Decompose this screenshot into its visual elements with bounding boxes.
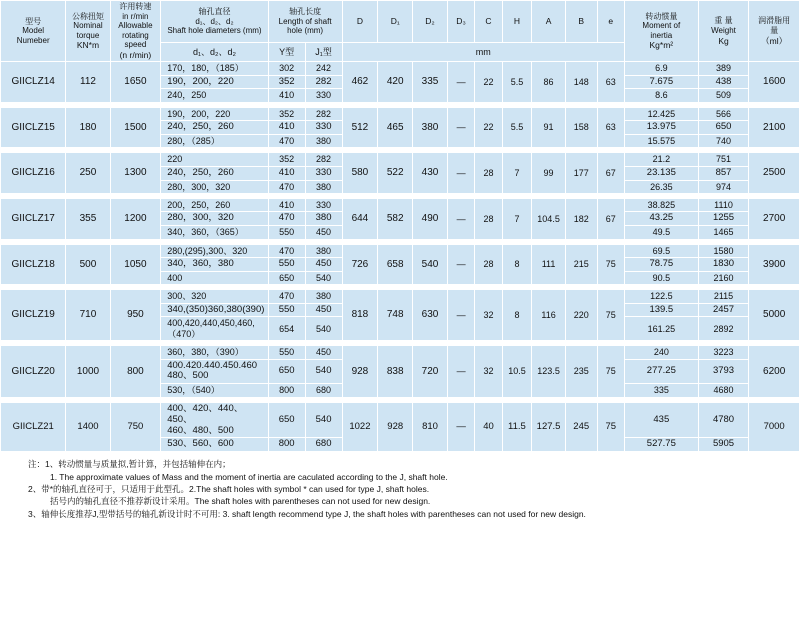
cell-D1: 522 — [378, 153, 413, 194]
cell-shaft-length-y: 410 — [268, 89, 305, 102]
cell-grease-volume: 7000 — [749, 402, 800, 452]
cell-shaft-length-j1: 282 — [305, 153, 342, 166]
cell-D1: 748 — [378, 290, 413, 341]
cell-model: GIICLZ21 — [1, 402, 66, 452]
cell-D2: 380 — [413, 107, 448, 148]
subheader-d-symbols: d₁、d₂、d₂ — [161, 43, 269, 62]
cell-shaft-length-y: 410 — [268, 121, 305, 135]
cell-weight: 389 — [698, 62, 749, 75]
cell-D: 818 — [342, 290, 378, 341]
cell-grease-volume: 2500 — [749, 153, 800, 194]
cell-D2: 810 — [413, 402, 448, 452]
header-H: H — [502, 1, 532, 43]
cell-D1: 582 — [378, 198, 413, 239]
cell-e: 63 — [597, 62, 624, 103]
cell-D1: 420 — [378, 62, 413, 103]
header-model: 型号 Model Numeber — [1, 1, 66, 62]
table-row — [1, 244, 800, 257]
cell-shaft-length-j1: 330 — [305, 166, 342, 180]
cell-D2: 540 — [413, 244, 448, 285]
cell-allowable-speed: 1050 — [110, 244, 161, 285]
header-moment-of-inertia: 转动惯量 Moment of inertia Kg*m² — [624, 1, 698, 62]
cell-D: 462 — [342, 62, 378, 103]
cell-weight: 1580 — [698, 244, 749, 257]
cell-shaft-diameter: 240，250，260 — [161, 121, 269, 135]
cell-C: 28 — [475, 198, 502, 239]
cell-shaft-length-y: 470 — [268, 290, 305, 303]
header-D3: D₃ — [447, 1, 474, 43]
cell-shaft-length-j1: 242 — [305, 62, 342, 75]
cell-shaft-length-j1: 540 — [305, 402, 342, 438]
cell-H: 10.5 — [502, 346, 532, 398]
cell-e: 63 — [597, 107, 624, 148]
cell-moment-of-inertia: 43.25 — [624, 212, 698, 226]
cell-shaft-length-j1: 380 — [305, 290, 342, 303]
cell-moment-of-inertia: 122.5 — [624, 290, 698, 303]
cell-nominal-torque: 355 — [66, 198, 110, 239]
cell-A: 99 — [532, 153, 566, 194]
header-shaft-length: 轴孔长度 Length of shaft hole (mm) — [268, 1, 342, 43]
cell-moment-of-inertia: 435 — [624, 402, 698, 438]
cell-shaft-length-j1: 540 — [305, 317, 342, 341]
cell-B: 177 — [565, 153, 597, 194]
cell-shaft-diameter: 280，300，320 — [161, 180, 269, 193]
cell-weight: 751 — [698, 153, 749, 166]
cell-D: 1022 — [342, 402, 378, 452]
cell-moment-of-inertia: 49.5 — [624, 226, 698, 239]
cell-shaft-diameter: 530、560、600 — [161, 438, 269, 452]
cell-D1: 658 — [378, 244, 413, 285]
cell-shaft-length-j1: 380 — [305, 180, 342, 193]
cell-shaft-length-y: 302 — [268, 62, 305, 75]
cell-moment-of-inertia: 23.135 — [624, 166, 698, 180]
cell-H: 7 — [502, 198, 532, 239]
cell-D1: 838 — [378, 346, 413, 398]
cell-e: 67 — [597, 153, 624, 194]
cell-grease-volume: 1600 — [749, 62, 800, 103]
header-D: D — [342, 1, 378, 43]
cell-shaft-diameter: 280,(295),300、320 — [161, 244, 269, 257]
cell-shaft-length-y: 470 — [268, 244, 305, 257]
cell-shaft-diameter: 220 — [161, 153, 269, 166]
header-e: e — [597, 1, 624, 43]
cell-C: 28 — [475, 244, 502, 285]
cell-moment-of-inertia: 21.2 — [624, 153, 698, 166]
cell-C: 40 — [475, 402, 502, 452]
cell-D2: 490 — [413, 198, 448, 239]
cell-B: 220 — [565, 290, 597, 341]
cell-shaft-diameter: 340,(350)360,380(390) — [161, 303, 269, 317]
cell-moment-of-inertia: 38.825 — [624, 198, 698, 211]
table-body — [1, 62, 800, 452]
cell-H: 7 — [502, 153, 532, 194]
cell-A: 127.5 — [532, 402, 566, 452]
cell-nominal-torque: 112 — [66, 62, 110, 103]
cell-D3: — — [447, 107, 474, 148]
cell-shaft-length-y: 410 — [268, 198, 305, 211]
footnote-line-3: 2、带*的轴孔直径可于，只适用于此型孔。2.The shaft holes with symbol * can used for type J, shaft holes. — [28, 484, 430, 494]
cell-shaft-diameter: 340，360，380 — [161, 257, 269, 271]
cell-D: 644 — [342, 198, 378, 239]
cell-shaft-length-j1: 450 — [305, 226, 342, 239]
cell-weight: 2892 — [698, 317, 749, 341]
cell-shaft-length-y: 352 — [268, 107, 305, 120]
cell-allowable-speed: 1650 — [110, 62, 161, 103]
cell-C: 28 — [475, 153, 502, 194]
subheader-mm: mm — [342, 43, 624, 62]
cell-H: 8 — [502, 244, 532, 285]
cell-D: 726 — [342, 244, 378, 285]
cell-moment-of-inertia: 78.75 — [624, 257, 698, 271]
header-grease-volume: 润滑脂用 量 （ml） — [749, 1, 800, 62]
cell-B: 215 — [565, 244, 597, 285]
header-row-main — [1, 1, 800, 43]
cell-shaft-diameter: 240，250，260 — [161, 166, 269, 180]
cell-grease-volume: 3900 — [749, 244, 800, 285]
cell-moment-of-inertia: 527.75 — [624, 438, 698, 452]
cell-D1: 465 — [378, 107, 413, 148]
cell-moment-of-inertia: 12.425 — [624, 107, 698, 120]
cell-e: 75 — [597, 290, 624, 341]
cell-weight: 2457 — [698, 303, 749, 317]
cell-A: 91 — [532, 107, 566, 148]
cell-C: 22 — [475, 62, 502, 103]
subheader-j1-type: J₁型 — [305, 43, 342, 62]
cell-A: 116 — [532, 290, 566, 341]
cell-model: GIICLZ19 — [1, 290, 66, 341]
cell-shaft-diameter: 240，250 — [161, 89, 269, 102]
cell-e: 75 — [597, 402, 624, 452]
cell-D2: 720 — [413, 346, 448, 398]
cell-D2: 430 — [413, 153, 448, 194]
cell-moment-of-inertia: 161.25 — [624, 317, 698, 341]
table-row — [1, 346, 800, 359]
header-A: A — [532, 1, 566, 43]
cell-D2: 335 — [413, 62, 448, 103]
table-row — [1, 290, 800, 303]
footnote-line-2: 1. The approximate values of Mass and the moment of inertia are caculated according to the J, shaft hole. — [50, 471, 448, 482]
cell-D3: — — [447, 62, 474, 103]
subheader-y-type: Y型 — [268, 43, 305, 62]
cell-D3: — — [447, 153, 474, 194]
cell-weight: 3793 — [698, 359, 749, 384]
cell-shaft-diameter: 400 — [161, 271, 269, 284]
cell-shaft-diameter: 280，300，320 — [161, 212, 269, 226]
cell-H: 5.5 — [502, 62, 532, 103]
cell-model: GIICLZ15 — [1, 107, 66, 148]
cell-shaft-length-y: 550 — [268, 303, 305, 317]
cell-A: 123.5 — [532, 346, 566, 398]
cell-allowable-speed: 1200 — [110, 198, 161, 239]
table-row — [1, 62, 800, 75]
cell-shaft-length-j1: 282 — [305, 107, 342, 120]
cell-e: 75 — [597, 346, 624, 398]
header-D1: D₁ — [378, 1, 413, 43]
cell-shaft-length-j1: 380 — [305, 135, 342, 148]
cell-nominal-torque: 250 — [66, 153, 110, 194]
cell-D: 512 — [342, 107, 378, 148]
cell-shaft-length-y: 550 — [268, 257, 305, 271]
cell-shaft-diameter: 530，（540） — [161, 384, 269, 397]
cell-shaft-length-j1: 450 — [305, 257, 342, 271]
cell-B: 182 — [565, 198, 597, 239]
cell-B: 148 — [565, 62, 597, 103]
cell-shaft-diameter: 190，200，220 — [161, 75, 269, 89]
cell-shaft-diameter: 400、420、440、450、 460、480、500 — [161, 402, 269, 438]
cell-shaft-length-y: 800 — [268, 438, 305, 452]
cell-weight: 974 — [698, 180, 749, 193]
cell-weight: 2115 — [698, 290, 749, 303]
cell-shaft-length-y: 550 — [268, 226, 305, 239]
cell-grease-volume: 2100 — [749, 107, 800, 148]
cell-moment-of-inertia: 335 — [624, 384, 698, 397]
cell-moment-of-inertia: 8.6 — [624, 89, 698, 102]
cell-moment-of-inertia: 15.575 — [624, 135, 698, 148]
cell-shaft-length-j1: 680 — [305, 384, 342, 397]
cell-shaft-length-y: 800 — [268, 384, 305, 397]
cell-grease-volume: 6200 — [749, 346, 800, 398]
cell-weight: 1110 — [698, 198, 749, 211]
cell-shaft-diameter: 360，380，（390） — [161, 346, 269, 359]
cell-A: 111 — [532, 244, 566, 285]
cell-shaft-length-y: 410 — [268, 166, 305, 180]
cell-C: 32 — [475, 346, 502, 398]
cell-moment-of-inertia: 90.5 — [624, 271, 698, 284]
cell-moment-of-inertia: 6.9 — [624, 62, 698, 75]
cell-nominal-torque: 1000 — [66, 346, 110, 398]
cell-D3: — — [447, 402, 474, 452]
cell-shaft-length-y: 650 — [268, 271, 305, 284]
cell-grease-volume: 2700 — [749, 198, 800, 239]
cell-nominal-torque: 180 — [66, 107, 110, 148]
cell-shaft-length-j1: 330 — [305, 121, 342, 135]
cell-shaft-diameter: 300、320 — [161, 290, 269, 303]
cell-D1: 928 — [378, 402, 413, 452]
cell-shaft-length-y: 352 — [268, 153, 305, 166]
footnote-line-5: 3、轴伸长度推荐J,型带括号的轴孔新设计时不可用: 3. shaft length recommend type J, the shaft holes with parentheses can not used for new design. — [28, 508, 586, 519]
cell-A: 104.5 — [532, 198, 566, 239]
cell-model: GIICLZ16 — [1, 153, 66, 194]
cell-A: 86 — [532, 62, 566, 103]
cell-weight: 1830 — [698, 257, 749, 271]
cell-B: 158 — [565, 107, 597, 148]
cell-shaft-length-y: 550 — [268, 346, 305, 359]
cell-moment-of-inertia: 277.25 — [624, 359, 698, 384]
cell-shaft-length-y: 650 — [268, 402, 305, 438]
header-nominal-torque: 公称扭矩 Nominal torque KN*m — [66, 1, 110, 62]
cell-shaft-length-j1: 450 — [305, 303, 342, 317]
header-shaft-diameter: 轴孔直径 d₁、d₂、d₂ Shaft hole diameters (mm) — [161, 1, 269, 43]
cell-shaft-diameter: 190，200，220 — [161, 107, 269, 120]
cell-weight: 438 — [698, 75, 749, 89]
cell-weight: 4680 — [698, 384, 749, 397]
cell-allowable-speed: 950 — [110, 290, 161, 341]
cell-D: 580 — [342, 153, 378, 194]
cell-D3: — — [447, 346, 474, 398]
cell-weight: 566 — [698, 107, 749, 120]
footnotes — [0, 452, 800, 520]
cell-shaft-diameter: 340，360，（365） — [161, 226, 269, 239]
cell-model: GIICLZ18 — [1, 244, 66, 285]
cell-moment-of-inertia: 69.5 — [624, 244, 698, 257]
cell-shaft-length-j1: 330 — [305, 198, 342, 211]
cell-shaft-length-y: 470 — [268, 135, 305, 148]
cell-shaft-length-j1: 330 — [305, 89, 342, 102]
cell-shaft-diameter: 280，（285） — [161, 135, 269, 148]
table-row — [1, 107, 800, 120]
cell-e: 75 — [597, 244, 624, 285]
cell-model: GIICLZ14 — [1, 62, 66, 103]
cell-shaft-length-j1: 450 — [305, 346, 342, 359]
cell-shaft-diameter: 170，180，（185） — [161, 62, 269, 75]
cell-shaft-length-y: 470 — [268, 180, 305, 193]
cell-weight: 1465 — [698, 226, 749, 239]
cell-weight: 740 — [698, 135, 749, 148]
footnote-line-4: 括号内的轴孔直径不推荐新设计采用。The shaft holes with parentheses can not used for new design. — [50, 496, 431, 507]
cell-allowable-speed: 1300 — [110, 153, 161, 194]
table-row — [1, 198, 800, 211]
cell-weight: 1255 — [698, 212, 749, 226]
cell-moment-of-inertia: 26.35 — [624, 180, 698, 193]
cell-weight: 2160 — [698, 271, 749, 284]
table-row — [1, 402, 800, 438]
cell-weight: 4780 — [698, 402, 749, 438]
cell-D3: — — [447, 198, 474, 239]
cell-moment-of-inertia: 7.675 — [624, 75, 698, 89]
cell-H: 8 — [502, 290, 532, 341]
cell-C: 32 — [475, 290, 502, 341]
table-header — [1, 1, 800, 62]
header-C: C — [475, 1, 502, 43]
cell-B: 235 — [565, 346, 597, 398]
header-weight: 重 量 Weight Kg — [698, 1, 749, 62]
cell-shaft-length-j1: 540 — [305, 271, 342, 284]
cell-H: 5.5 — [502, 107, 532, 148]
cell-shaft-length-y: 470 — [268, 212, 305, 226]
cell-shaft-length-y: 352 — [268, 75, 305, 89]
cell-C: 22 — [475, 107, 502, 148]
cell-weight: 3223 — [698, 346, 749, 359]
table-row — [1, 153, 800, 166]
cell-nominal-torque: 710 — [66, 290, 110, 341]
cell-weight: 650 — [698, 121, 749, 135]
footnote-line-1: 注：1、转动惯量与质量拟,暂计算，并包括轴伸在内； — [28, 459, 231, 470]
cell-H: 11.5 — [502, 402, 532, 452]
cell-shaft-length-y: 654 — [268, 317, 305, 341]
header-allowable-speed: 许用转速 in r/min Allowable rotating speed (n r/min) — [110, 1, 161, 62]
cell-shaft-length-j1: 680 — [305, 438, 342, 452]
cell-grease-volume: 5000 — [749, 290, 800, 341]
cell-weight: 857 — [698, 166, 749, 180]
cell-shaft-length-j1: 540 — [305, 359, 342, 384]
cell-B: 245 — [565, 402, 597, 452]
cell-nominal-torque: 500 — [66, 244, 110, 285]
cell-moment-of-inertia: 13.975 — [624, 121, 698, 135]
cell-D: 928 — [342, 346, 378, 398]
cell-nominal-torque: 1400 — [66, 402, 110, 452]
cell-allowable-speed: 1500 — [110, 107, 161, 148]
cell-shaft-diameter: 200，250，260 — [161, 198, 269, 211]
header-D2: D₂ — [413, 1, 448, 43]
cell-D3: — — [447, 244, 474, 285]
cell-allowable-speed: 800 — [110, 346, 161, 398]
cell-shaft-diameter: 400.420.440.450.460 480、500 — [161, 359, 269, 384]
cell-shaft-length-j1: 380 — [305, 212, 342, 226]
cell-shaft-diameter: 400,420,440,450,460, （470） — [161, 317, 269, 341]
cell-shaft-length-j1: 282 — [305, 75, 342, 89]
cell-shaft-length-j1: 380 — [305, 244, 342, 257]
cell-weight: 5905 — [698, 438, 749, 452]
cell-D2: 630 — [413, 290, 448, 341]
cell-e: 67 — [597, 198, 624, 239]
header-B: B — [565, 1, 597, 43]
cell-weight: 509 — [698, 89, 749, 102]
cell-moment-of-inertia: 240 — [624, 346, 698, 359]
cell-D3: — — [447, 290, 474, 341]
cell-model: GIICLZ20 — [1, 346, 66, 398]
cell-allowable-speed: 750 — [110, 402, 161, 452]
cell-moment-of-inertia: 139.5 — [624, 303, 698, 317]
cell-model: GIICLZ17 — [1, 198, 66, 239]
cell-shaft-length-y: 650 — [268, 359, 305, 384]
